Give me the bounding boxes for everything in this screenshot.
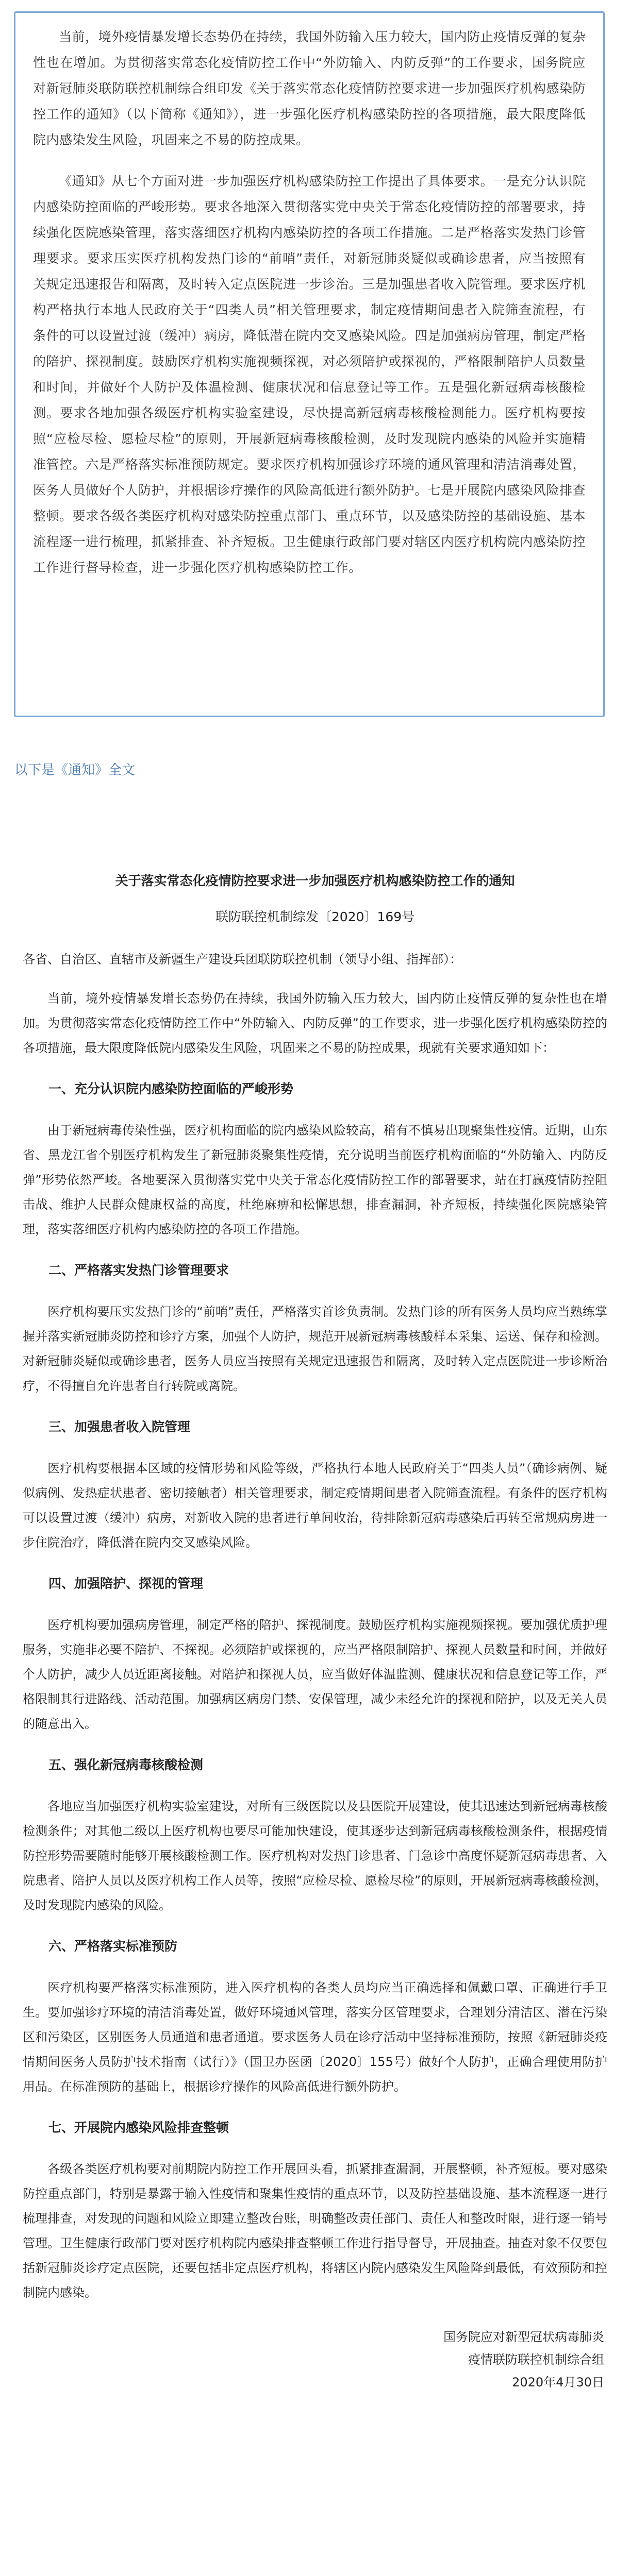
summary-box [14,11,605,717]
section-body: 各地应当加强医疗机构实验室建设，对所有三级医院以及县医院开展建设，使其迅速达到新冠病毒核酸检测条件；对其他二级以上医疗机构也要尽可能加快建设，使其逐步达到新冠病毒核酸检测条件，根据疫情防控形势需要随时能够开展核酸检测工作。医疗机构对发热门诊患者、门急诊中高度怀疑新冠病毒患者、入院患者、陪护人员以及医疗机构工作人员等，按照“应检尽检、愿检尽检”的原则，开展新冠病毒核酸检测，及时发现院内感染的风险。 [23,1799,607,1912]
fulltext-link[interactable]: 以下是《通知》全文 [14,762,136,778]
summary-paragraph-2: 《通知》从七个方面对进一步加强医疗机构感染防控工作提出了具体要求。一是充分认识院内感染防控面临的严峻形势。要求各地深入贯彻落实党中央关于常态化疫情防控的部署要求，持续强化医院感染管理，落实落细医疗机构内感染防控的各项工作措施。二是严格落实发热门诊管理要求。要求压实医疗机构发热门诊的“前哨”责任，对新冠肺炎疑似或确诊患者，应当按照有关规定迅速报告和隔离，及时转入定点医院进一步诊治。三是加强患者收入院管理。要求医疗机构严格执行本地人民政府关于“四类人员”相关管理要求，制定疫情期间患者入院筛查流程，有条件的可以设置过渡（缓冲）病房，降低潜在院内交叉感染风险。四是加强病房管理，制定严格的陪护、探视制度。鼓励医疗机构实施视频探视，对必须陪护或探视的，严格限制陪护人员数量和时间，并做好个人防护及体温检测、健康状况和信息登记等工作。五是强化新冠病毒核酸检测。要求各地加强各级医疗机构实验室建设，尽快提高新冠病毒核酸检测能力。医疗机构要按照“应检尽检、愿检尽检”的原则，开展新冠病毒核酸检测，及时发现院内感染的风险并实施精准管控。六是严格落实标准预防规定。要求医疗机构加强诊疗环境的通风管理和清洁消毒处置，医务人员做好个人防护，并根据诊疗操作的风险高低进行额外防护。七是开展院内感染风险排查整顿。要求各级各类医疗机构对感染防控重点部门、重点环节，以及感染防控的基础设施、基本流程逐一进行梳理，抓紧排查、补齐短板。卫生健康行政部门要对辖区内医疗机构院内感染防控工作进行督导检查，进一步强化医疗机构感染防控工作。 [33,174,586,575]
notice-salutation: 各省、自治区、直辖市及新疆生产建设兵团联防联控机制（领导小组、指挥部）： [23,952,462,967]
section-heading: 二、严格落实发热门诊管理要求 [48,1263,229,1278]
signature-org-line-1: 国务院应对新型冠状病毒肺炎 [443,2330,604,2344]
section-body: 医疗机构要加强病房管理，制定严格的陪护、探视制度。鼓励医疗机构实施视频探视。要加强优质护理服务，实施非必要不陪护、不探视。必须陪护或探视的，应当严格限制陪护、探视人员数量和时间，并做好个人防护，减少人员近距离接触。对陪护和探视人员，应当做好体温监测、健康状况和信息登记等工作，严格限制其行进路线、活动范围。加强病区病房门禁、安保管理，减少未经允许的探视和陪护，以及无关人员的随意出入。 [23,1618,607,1731]
section-heading: 六、严格落实标准预防 [48,1939,178,1954]
notice-title: 关于落实常态化疫情防控要求进一步加强医疗机构感染防控工作的通知 [115,873,515,888]
section-heading: 三、加强患者收入院管理 [48,1419,191,1434]
signature-date: 2020年4月30日 [512,2375,604,2389]
section-body: 医疗机构要压实发热门诊的“前哨”责任，严格落实首诊负责制。发热门诊的所有医务人员均应当熟练掌握并落实新冠肺炎防控和诊疗方案，加强个人防护，规范开展新冠病毒核酸样本采集、运送、保存和检测。对新冠肺炎疑似或确诊患者，医务人员应当按照有关规定迅速报告和隔离，及时转入定点医院进一步诊断治疗，不得擅自允许患者自行转院或离院。 [23,1304,607,1393]
section-body: 医疗机构要根据本区域的疫情形势和风险等级，严格执行本地人民政府关于“四类人员”（确诊病例、疑似病例、发热症状患者、密切接触者）相关管理要求，制定疫情期间患者入院筛查流程。有条件的医疗机构可以设置过渡（缓冲）病房，对新收入院的患者进行单间收治，待排除新冠病毒感染后再转至常规病房进一步住院治疗，降低潜在院内交叉感染风险。 [23,1461,607,1550]
section-heading: 五、强化新冠病毒核酸检测 [48,1757,204,1772]
section-body: 各级各类医疗机构要对前期院内防控工作开展回头看，抓紧排查漏洞，开展整顿，补齐短板。要对感染防控重点部门，特别是暴露于输入性疫情和聚集性疫情的重点环节，以及防控基础设施、基本流程逐一进行梳理排查，对发现的问题和风险立即建立整改台账，明确整改责任部门、责任人和整改时限，进行逐一销号管理。卫生健康行政部门要对医疗机构院内感染排查整顿工作进行指导督导，开展抽查。抽查对象不仅要包括新冠肺炎诊疗定点医院，还要包括非定点医疗机构，将辖区内院内感染发生风险降到最低，有效预防和控制院内感染。 [23,2162,607,2300]
summary-paragraph-1: 当前，境外疫情暴发增长态势仍在持续，我国外防输入压力较大，国内防止疫情反弹的复杂性也在增加。为贯彻落实常态化疫情防控工作中“外防输入、内防反弹”的工作要求，国务院应对新冠肺炎联防联控机制综合组印发《关于落实常态化疫情防控要求进一步加强医疗机构感染防控工作的通知》（以下简称《通知》），进一步强化医疗机构感染防控的各项措施，最大限度降低院内感染发生风险，巩固来之不易的防控成果。 [33,29,586,147]
notice-intro: 当前，境外疫情暴发增长态势仍在持续，我国外防输入压力较大，国内防止疫情反弹的复杂性也在增加。为贯彻落实常态化疫情防控工作中“外防输入、内防反弹”的工作要求，进一步强化医疗机构感染防控的各项措施，最大限度降低院内感染发生风险，巩固来之不易的防控成果，现就有关要求通知如下： [23,991,607,1055]
section-body: 由于新冠病毒传染性强，医疗机构面临的院内感染风险较高，稍有不慎易出现聚集性疫情。近期，山东省、黑龙江省个别医疗机构发生了新冠肺炎聚集性疫情，充分说明当前医疗机构面临的“外防输入、内防反弹”形势依然严峻。各地要深入贯彻落实党中央关于常态化疫情防控工作的部署要求，站在打赢疫情防控阻击战、维护人民群众健康权益的高度，杜绝麻痹和松懈思想，排查漏洞，补齐短板，持续强化医院感染管理，落实落细医疗机构内感染防控的各项工作措施。 [23,1123,607,1236]
notice-doc-number: 联防联控机制综发〔2020〕169号 [215,909,415,924]
section-body: 医疗机构要严格落实标准预防，进入医疗机构的各类人员均应当正确选择和佩戴口罩、正确进行手卫生。要加强诊疗环境的清洁消毒处置，做好环境通风管理，落实分区管理要求，合理划分清洁区、潜在污染区和污染区，区别医务人员通道和患者通道。要求医务人员在诊疗活动中坚持标准预防，按照《新冠肺炎疫情期间医务人员防护技术指南（试行）》（国卫办医函〔2020〕155号）做好个人防护，正确合理使用防护用品。在标准预防的基础上，根据诊疗操作的风险高低进行额外防护。 [23,1980,607,2094]
section-heading: 四、加强陪护、探视的管理 [48,1576,204,1591]
signature-block [23,2326,607,2394]
signature-org-line-2: 疫情联防联控机制综合组 [468,2352,604,2367]
notice-document [0,871,630,2394]
section-heading: 一、充分认识院内感染防控面临的严峻形势 [48,1081,294,1096]
section-heading: 七、开展院内感染风险排查整顿 [48,2120,229,2135]
